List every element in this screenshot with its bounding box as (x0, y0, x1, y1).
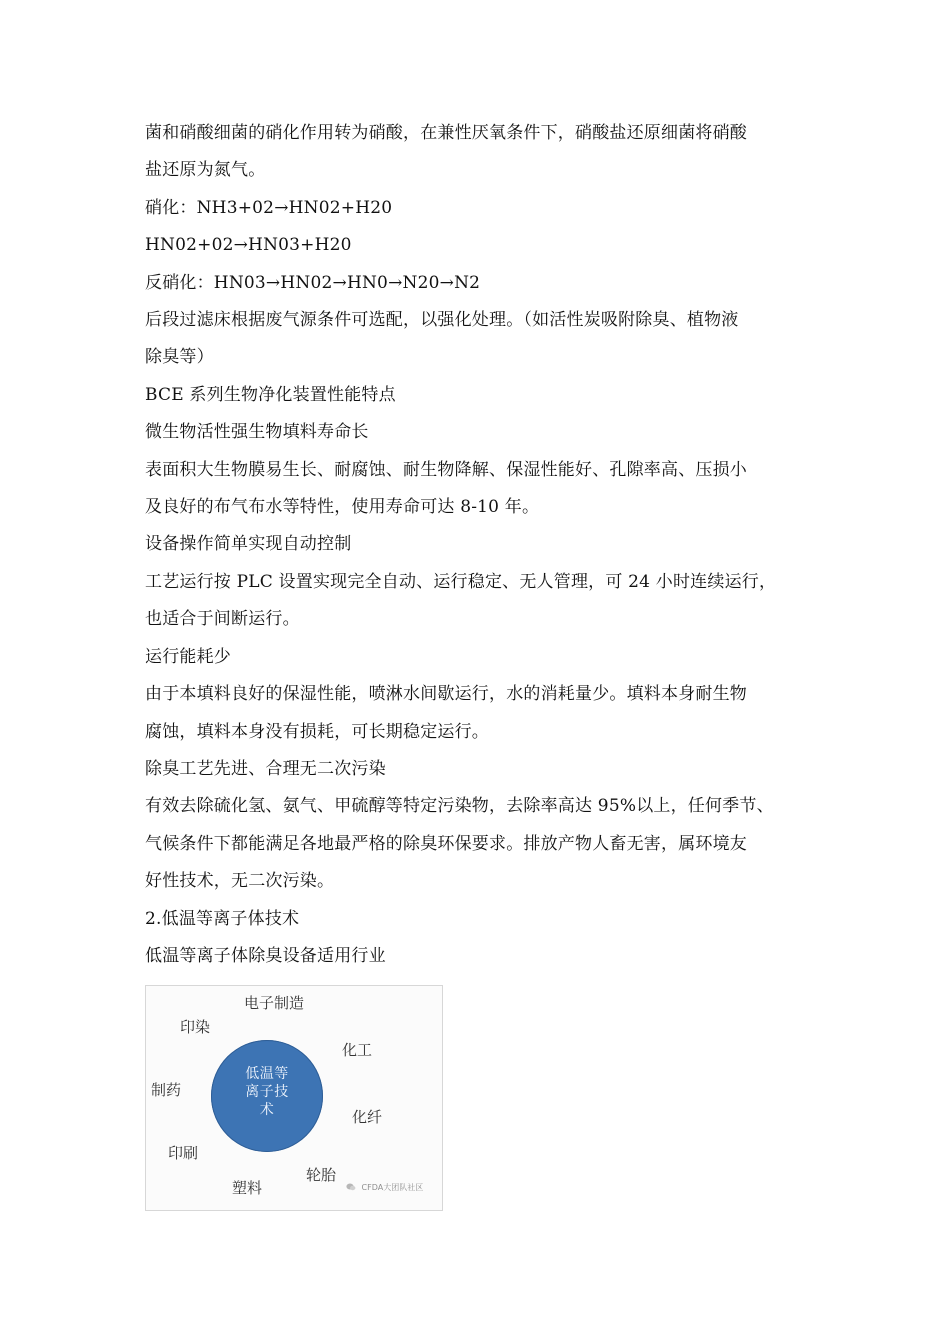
subheading: 低温等离子体除臭设备适用行业 (145, 946, 386, 966)
watermark-text: CFDA大团队社区 (361, 1183, 424, 1192)
paragraph-line: 菌和硝酸细菌的硝化作用转为硝酸，在兼性厌氧条件下，硝酸盐还原细菌将硝酸 (145, 123, 747, 143)
paragraph-line: 除臭等） (145, 347, 214, 367)
industry-label-fiber: 化纤 (352, 1108, 383, 1126)
subheading: 设备操作简单实现自动控制 (145, 534, 352, 554)
industry-label-electronics: 电子制造 (244, 994, 305, 1012)
subheading: 运行能耗少 (145, 647, 231, 667)
subheading: 除臭工艺先进、合理无二次污染 (145, 759, 386, 779)
paragraph-line: 及良好的布气布水等特性，使用寿命可达 8-10 年。 (145, 497, 540, 517)
subheading: 微生物活性强生物填料寿命长 (145, 422, 369, 442)
industry-label-pharma: 制药 (151, 1081, 182, 1099)
section-heading: 2.低温等离子体技术 (145, 909, 300, 929)
formula-line: 硝化：NH3+02→HN02+H20 (145, 198, 393, 218)
industry-label-chemical: 化工 (342, 1041, 373, 1059)
industry-diagram (145, 985, 443, 1211)
industry-label-printing: 印刷 (168, 1144, 199, 1162)
paragraph-line: 表面积大生物膜易生长、耐腐蚀、耐生物降解、保湿性能好、孔隙率高、压损小 (145, 460, 747, 480)
formula-line: HN02+02→HN03+H20 (145, 235, 352, 255)
center-circle (211, 1040, 323, 1152)
section-heading: BCE 系列生物净化装置性能特点 (145, 385, 396, 405)
industry-label-dyeing: 印染 (180, 1018, 211, 1036)
paragraph-line: 盐还原为氮气。 (145, 160, 266, 180)
chat-icon (346, 1183, 356, 1191)
industry-label-tire: 轮胎 (306, 1166, 337, 1184)
paragraph-line: 腐蚀，填料本身没有损耗，可长期稳定运行。 (145, 722, 489, 742)
paragraph-line: 好性技术，无二次污染。 (145, 871, 335, 891)
formula-line: 反硝化：HN03→HN02→HN0→N20→N2 (145, 273, 481, 293)
center-label: 低温等 离子技 术 (245, 1066, 289, 1118)
paragraph-line: 有效去除硫化氢、氨气、甲硫醇等特定污染物，去除率高达 95%以上，任何季节、 (145, 796, 774, 816)
watermark (346, 1182, 423, 1193)
paragraph-line: 也适合于间断运行。 (145, 609, 300, 629)
paragraph-line: 工艺运行按 PLC 设置实现完全自动、运行稳定、无人管理，可 24 小时连续运行， (145, 572, 777, 592)
paragraph-line: 由于本填料良好的保湿性能，喷淋水间歇运行，水的消耗量少。填料本身耐生物 (145, 684, 747, 704)
paragraph-line: 气候条件下都能满足各地最严格的除臭环保要求。排放产物人畜无害，属环境友 (145, 834, 747, 854)
paragraph-line: 后段过滤床根据废气源条件可选配，以强化处理。（如活性炭吸附除臭、植物液 (145, 310, 739, 330)
industry-label-plastic: 塑料 (232, 1179, 263, 1197)
